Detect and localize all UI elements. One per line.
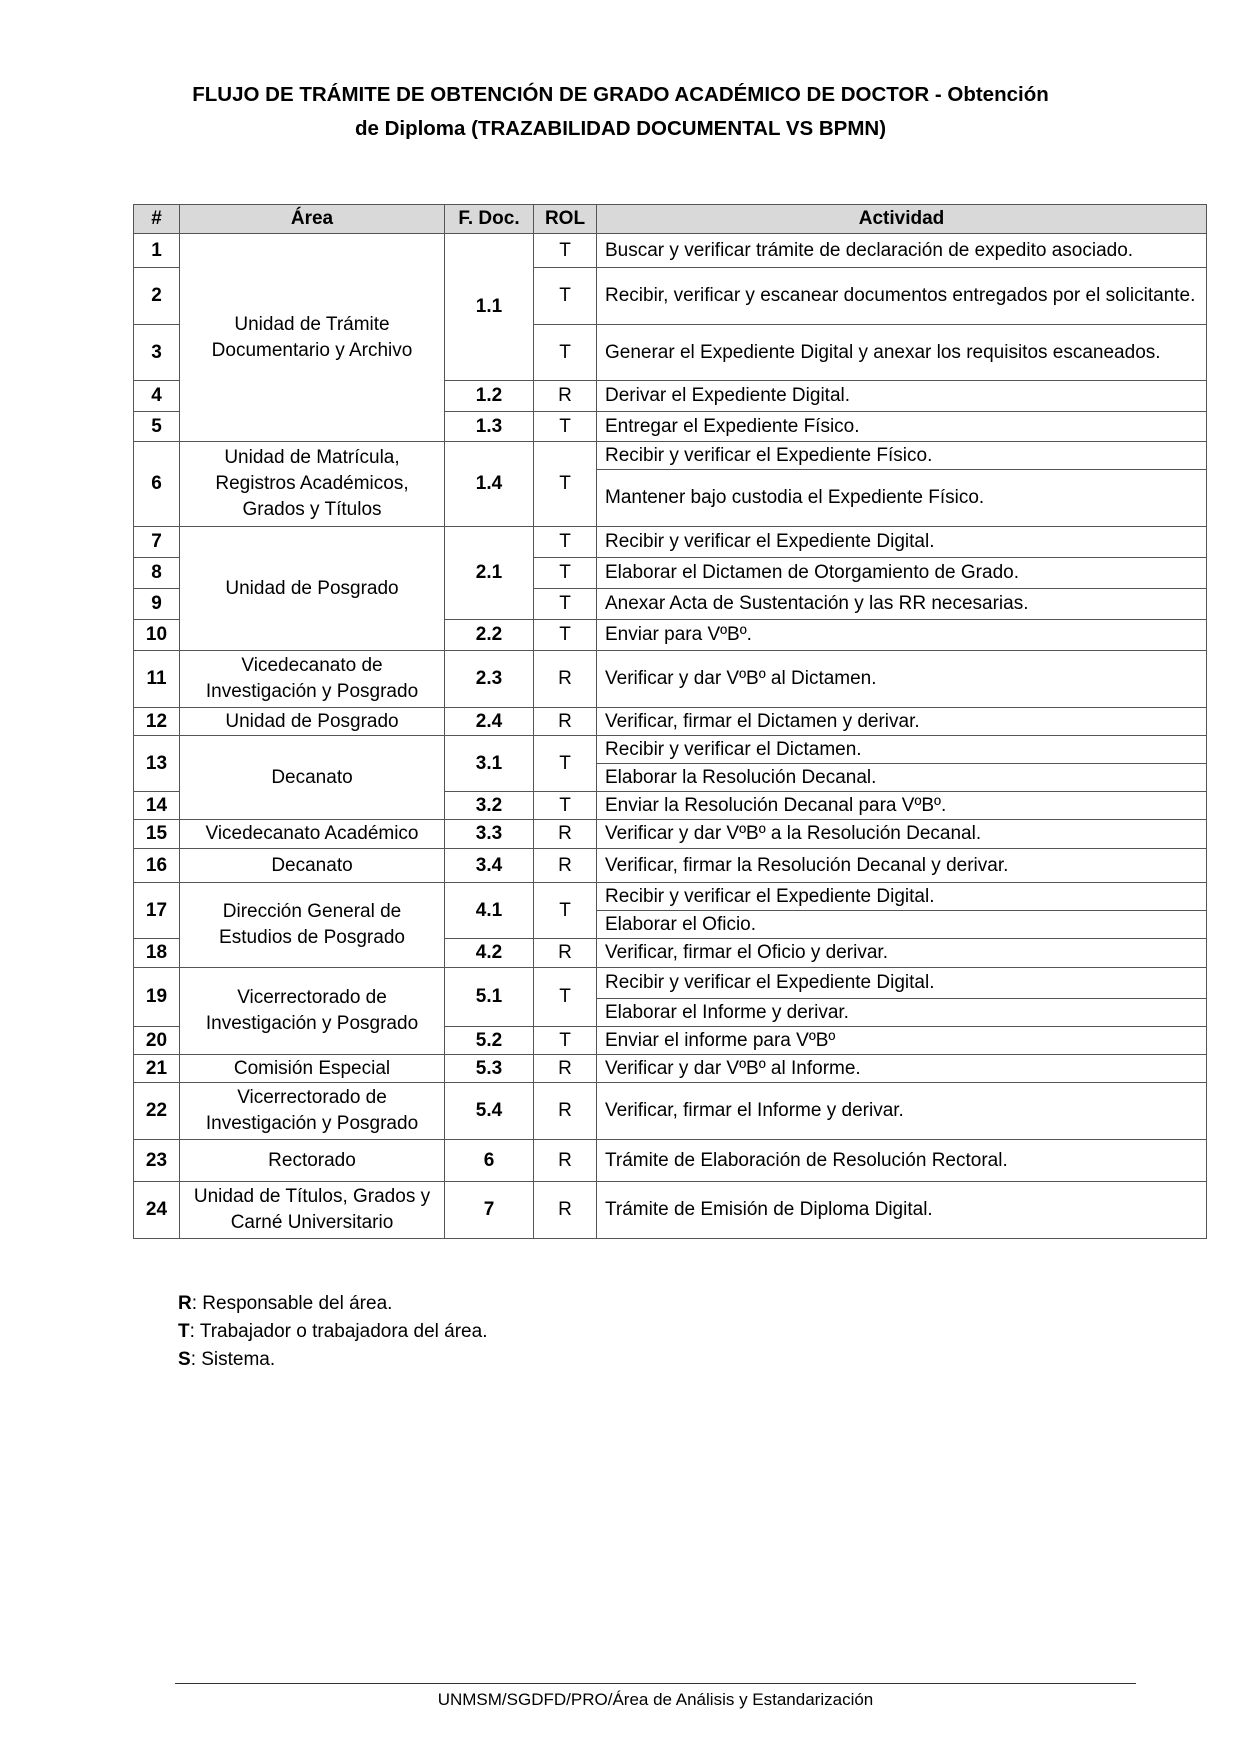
row-num: 23 — [134, 1140, 180, 1182]
activity-cell: Recibir y verificar el Expediente Digital. — [597, 527, 1207, 558]
activity-cell: Recibir y verificar el Expediente Digital. — [597, 968, 1207, 999]
table-row — [134, 820, 1207, 849]
area-cell: Vicerrectorado de Investigación y Posgrado — [180, 1083, 445, 1140]
fdoc-cell: 2.1 — [445, 527, 534, 620]
legend-text: : Trabajador o trabajadora del área. — [189, 1321, 488, 1342]
row-num: 18 — [134, 939, 180, 968]
rol-cell: R — [534, 1055, 597, 1083]
header-num: # — [134, 205, 180, 234]
header-area: Área — [180, 205, 445, 234]
activity-cell: Verificar, firmar el Informe y derivar. — [597, 1083, 1207, 1140]
row-num: 9 — [134, 589, 180, 620]
fdoc-cell: 3.2 — [445, 792, 534, 820]
fdoc-cell: 5.4 — [445, 1083, 534, 1140]
fdoc-cell: 5.2 — [445, 1027, 534, 1055]
rol-cell: T — [534, 736, 597, 792]
activity-cell: Verificar y dar VºBº al Informe. — [597, 1055, 1207, 1083]
row-num: 11 — [134, 651, 180, 708]
table-row — [134, 849, 1207, 883]
area-cell: Unidad de Posgrado — [180, 527, 445, 651]
rol-cell: T — [534, 883, 597, 939]
fdoc-cell: 7 — [445, 1182, 534, 1239]
area-cell: Vicedecanato Académico — [180, 820, 445, 849]
table-row — [134, 708, 1207, 736]
legend-item — [178, 1290, 487, 1318]
row-num: 16 — [134, 849, 180, 883]
area-cell: Decanato — [180, 736, 445, 820]
rol-cell: R — [534, 651, 597, 708]
title-line-2: de Diploma (TRAZABILIDAD DOCUMENTAL VS BPMN) — [354, 117, 887, 140]
footer-divider — [175, 1683, 1136, 1684]
activity-cell: Recibir y verificar el Expediente Digital. — [597, 883, 1207, 911]
fdoc-cell: 1.1 — [445, 234, 534, 381]
row-num: 10 — [134, 620, 180, 651]
rol-cell: T — [534, 558, 597, 589]
row-num: 5 — [134, 412, 180, 442]
area-cell: Comisión Especial — [180, 1055, 445, 1083]
area-cell: Vicedecanato de Investigación y Posgrado — [180, 651, 445, 708]
row-num: 1 — [134, 234, 180, 268]
fdoc-cell: 2.4 — [445, 708, 534, 736]
table-row — [134, 736, 1207, 764]
fdoc-cell: 2.2 — [445, 620, 534, 651]
area-cell: Rectorado — [180, 1140, 445, 1182]
rol-cell: R — [534, 820, 597, 849]
row-num: 13 — [134, 736, 180, 792]
row-num: 14 — [134, 792, 180, 820]
fdoc-cell: 3.4 — [445, 849, 534, 883]
rol-cell: T — [534, 620, 597, 651]
activity-cell: Derivar el Expediente Digital. — [597, 381, 1207, 412]
activity-cell: Elaborar el Dictamen de Otorgamiento de Grado. — [597, 558, 1207, 589]
fdoc-cell: 3.3 — [445, 820, 534, 849]
fdoc-cell: 4.1 — [445, 883, 534, 939]
row-num: 8 — [134, 558, 180, 589]
area-cell: Unidad de Posgrado — [180, 708, 445, 736]
rol-cell: T — [534, 968, 597, 1027]
area-cell: Unidad de Títulos, Grados y Carné Universitario — [180, 1182, 445, 1239]
rol-cell: T — [534, 442, 597, 527]
row-num: 17 — [134, 883, 180, 939]
table-row — [134, 1083, 1207, 1140]
rol-cell: R — [534, 1083, 597, 1140]
row-num: 21 — [134, 1055, 180, 1083]
fdoc-cell: 5.3 — [445, 1055, 534, 1083]
row-num: 2 — [134, 268, 180, 325]
legend-key: R — [178, 1293, 192, 1314]
rol-cell: T — [534, 234, 597, 268]
activity-cell: Elaborar el Informe y derivar. — [597, 999, 1207, 1027]
area-cell: Decanato — [180, 849, 445, 883]
legend-item — [178, 1318, 487, 1346]
activity-cell: Trámite de Elaboración de Resolución Rectoral. — [597, 1140, 1207, 1182]
rol-cell: R — [534, 708, 597, 736]
fdoc-cell: 2.3 — [445, 651, 534, 708]
fdoc-cell: 3.1 — [445, 736, 534, 792]
table-row — [134, 968, 1207, 999]
row-num: 4 — [134, 381, 180, 412]
activity-cell: Verificar, firmar el Oficio y derivar. — [597, 939, 1207, 968]
row-num: 20 — [134, 1027, 180, 1055]
table-row — [134, 527, 1207, 558]
row-num: 24 — [134, 1182, 180, 1239]
area-cell: Vicerrectorado de Investigación y Posgrado — [180, 968, 445, 1055]
table-row — [134, 883, 1207, 911]
activity-cell: Verificar y dar VºBº al Dictamen. — [597, 651, 1207, 708]
rol-cell: R — [534, 1140, 597, 1182]
activity-cell: Buscar y verificar trámite de declaración de expedito asociado. — [597, 234, 1207, 268]
row-num: 7 — [134, 527, 180, 558]
area-cell: Unidad de Matrícula, Registros Académicos, Grados y Títulos — [180, 442, 445, 527]
rol-cell: T — [534, 412, 597, 442]
activity-cell: Verificar y dar VºBº a la Resolución Decanal. — [597, 820, 1207, 849]
rol-cell: T — [534, 589, 597, 620]
rol-cell: R — [534, 1182, 597, 1239]
title-dash: - — [929, 83, 948, 106]
activity-cell: Elaborar la Resolución Decanal. — [597, 764, 1207, 792]
activity-cell: Recibir, verificar y escanear documentos entregados por el solicitante. — [597, 268, 1207, 325]
legend-text: : Sistema. — [190, 1349, 276, 1370]
activity-cell: Recibir y verificar el Dictamen. — [597, 736, 1207, 764]
table-row — [134, 1182, 1207, 1239]
legend-key: T — [178, 1321, 190, 1342]
rol-cell: T — [534, 527, 597, 558]
activity-cell: Recibir y verificar el Expediente Físico. — [597, 442, 1207, 470]
legend-key: S — [178, 1349, 191, 1370]
row-num: 6 — [134, 442, 180, 527]
table-row — [134, 234, 1207, 268]
row-num: 15 — [134, 820, 180, 849]
area-cell: Unidad de Trámite Documentario y Archivo — [180, 234, 445, 442]
title-line-1 — [150, 78, 1091, 112]
page-footer: UNMSM/SGDFD/PRO/Área de Análisis y Estandarización — [437, 1690, 874, 1709]
activity-cell: Elaborar el Oficio. — [597, 911, 1207, 939]
fdoc-cell: 1.3 — [445, 412, 534, 442]
row-num: 3 — [134, 325, 180, 381]
activity-cell: Enviar la Resolución Decanal para VºBº. — [597, 792, 1207, 820]
activity-cell: Verificar, firmar la Resolución Decanal y derivar. — [597, 849, 1207, 883]
rol-cell: R — [534, 939, 597, 968]
header-fdoc: F. Doc. — [445, 205, 534, 234]
table-row — [134, 1055, 1207, 1083]
header-actividad: Actividad — [597, 205, 1207, 234]
activity-cell: Anexar Acta de Sustentación y las RR necesarias. — [597, 589, 1207, 620]
activity-cell: Verificar, firmar el Dictamen y derivar. — [597, 708, 1207, 736]
role-legend — [178, 1290, 487, 1374]
activity-cell: Generar el Expediente Digital y anexar los requisitos escaneados. — [597, 325, 1207, 381]
activity-cell: Entregar el Expediente Físico. — [597, 412, 1207, 442]
fdoc-cell: 1.4 — [445, 442, 534, 527]
fdoc-cell: 5.1 — [445, 968, 534, 1027]
legend-text: : Responsable del área. — [191, 1293, 393, 1314]
rol-cell: T — [534, 325, 597, 381]
rol-cell: T — [534, 268, 597, 325]
row-num: 12 — [134, 708, 180, 736]
area-cell: Dirección General de Estudios de Posgrado — [180, 883, 445, 968]
fdoc-cell: 1.2 — [445, 381, 534, 412]
row-num: 19 — [134, 968, 180, 1027]
rol-cell: R — [534, 849, 597, 883]
rol-cell: T — [534, 1027, 597, 1055]
header-rol: ROL — [534, 205, 597, 234]
title-rest: Obtención — [947, 83, 1049, 106]
legend-item — [178, 1346, 487, 1374]
title-main: FLUJO DE TRÁMITE DE OBTENCIÓN DE GRADO ACADÉMICO DE DOCTOR — [192, 83, 930, 106]
page-title — [150, 78, 1091, 146]
activity-cell: Enviar para VºBº. — [597, 620, 1207, 651]
table-row — [134, 1140, 1207, 1182]
traceability-table — [133, 204, 1207, 1239]
table-row — [134, 442, 1207, 470]
fdoc-cell: 6 — [445, 1140, 534, 1182]
row-num: 22 — [134, 1083, 180, 1140]
table-row — [134, 651, 1207, 708]
activity-cell: Mantener bajo custodia el Expediente Físico. — [597, 470, 1207, 527]
rol-cell: T — [534, 792, 597, 820]
activity-cell: Enviar el informe para VºBº — [597, 1027, 1207, 1055]
activity-cell: Trámite de Emisión de Diploma Digital. — [597, 1182, 1207, 1239]
fdoc-cell: 4.2 — [445, 939, 534, 968]
table-header-row — [134, 205, 1207, 234]
rol-cell: R — [534, 381, 597, 412]
